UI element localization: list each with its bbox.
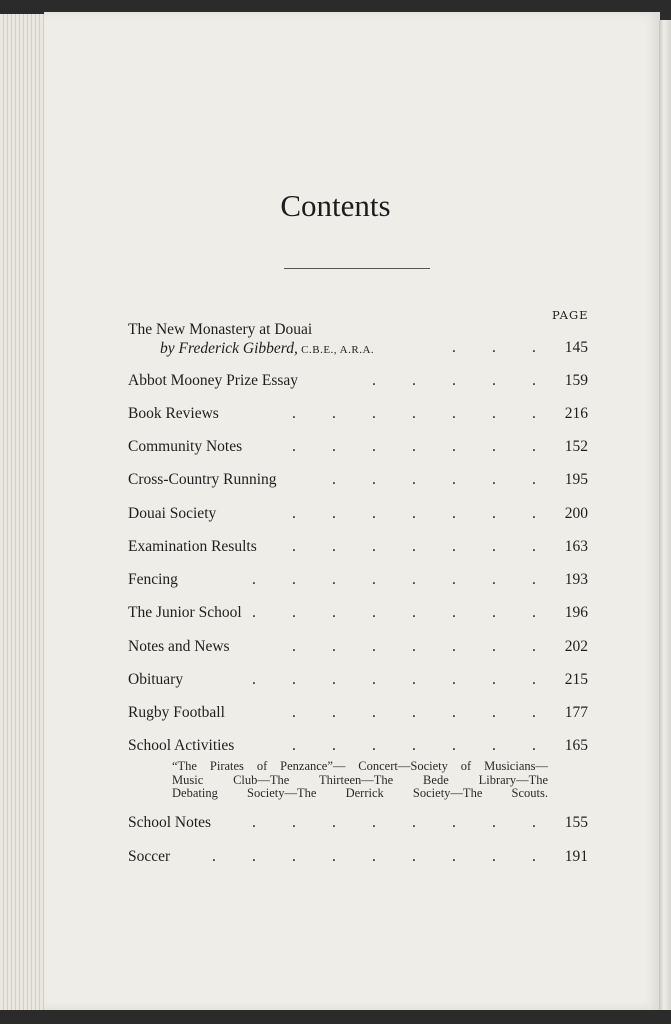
toc-entry: The Junior School . . . . . . . . 196	[128, 604, 588, 621]
toc-entry-title: The New Monastery at Douai	[128, 321, 313, 338]
detail-line: Debating Society—The Derrick Society—The Scouts.	[172, 786, 548, 800]
toc-entry-page: 163	[564, 538, 588, 555]
toc-entry: Douai Society . . . . . . . 200	[128, 505, 588, 522]
byline-honours: C.B.E., A.R.A.	[297, 344, 375, 356]
toc-entry: Examination Results . . . . . . . 163	[128, 538, 588, 555]
toc-entry-title: The Junior School	[128, 604, 242, 621]
page-edges	[0, 14, 50, 1010]
toc-entry-page: 202	[564, 638, 588, 655]
page-title: Contents	[280, 188, 391, 223]
detail-line: “The Pirates of Penzance”— Concert—Society of Musicians—	[172, 759, 548, 773]
toc-entry-title: Book Reviews	[128, 405, 219, 422]
toc-entry-title: Obituary	[128, 671, 184, 688]
page-column-label: PAGE	[552, 308, 589, 322]
toc-entry-page-row: . . . 145	[452, 339, 588, 356]
toc-entry: Cross-Country Running . . . . . . 195	[128, 471, 588, 488]
toc-entry-title: Cross-Country Running	[128, 471, 277, 488]
toc-entry: School Notes . . . . . . . . 155	[128, 814, 588, 831]
byline-prefix: by	[160, 340, 179, 357]
toc-entry-page: 145	[564, 339, 588, 356]
toc-entry: Soccer . . . . . . . . . 191	[128, 848, 588, 865]
page-gutter	[659, 20, 671, 1010]
toc-entry-title: Soccer	[128, 848, 171, 865]
toc-entry-title: Abbot Mooney Prize Essay	[128, 372, 299, 389]
toc-entry-title: Fencing	[128, 571, 178, 588]
toc-entry: Rugby Football . . . . . . . 177	[128, 704, 588, 721]
title-rule	[284, 268, 430, 269]
toc-entry-page: 215	[564, 671, 588, 688]
toc-entry: Obituary . . . . . . . . 215	[128, 671, 588, 688]
toc-entry-title: Community Notes	[128, 438, 243, 455]
toc-entry-page: 196	[564, 604, 588, 621]
toc-entry: School Activities . . . . . . . 165	[128, 737, 588, 754]
toc-entry: Fencing . . . . . . . . 193	[128, 571, 588, 588]
detail-line: Music Club—The Thirteen—The Bede Library—The	[172, 772, 548, 787]
toc-entry: Book Reviews . . . . . . . 216	[128, 405, 588, 422]
toc-entry-page: 152	[564, 438, 588, 455]
toc-entry-page: 177	[564, 704, 588, 721]
toc-entry-title: School Notes	[128, 814, 212, 831]
toc-entry-page: 195	[564, 471, 588, 488]
toc-entry-page: 193	[564, 571, 588, 588]
toc-entry: Abbot Mooney Prize Essay . . . . . 159	[128, 372, 588, 389]
toc-entry-page: 216	[564, 405, 588, 422]
toc-entry: Notes and News . . . . . . . 202	[128, 638, 588, 655]
byline-name: Frederick Gibberd,	[178, 340, 298, 357]
toc-entry-page: 155	[564, 814, 588, 831]
toc-entry-page: 200	[564, 505, 588, 522]
toc-entry-title: Examination Results	[128, 538, 257, 555]
toc-entry-title: Douai Society	[128, 505, 217, 522]
toc-entry-page: 191	[564, 848, 588, 865]
toc-entry-title: Notes and News	[128, 638, 230, 655]
school-activities-detail	[172, 760, 548, 801]
toc-entry-page: 165	[564, 737, 588, 754]
toc-entry-page: 159	[564, 372, 588, 389]
toc-entry-title: School Activities	[128, 737, 235, 754]
toc-entry-title: Rugby Football	[128, 704, 225, 721]
toc-entry: Community Notes . . . . . . . 152	[128, 438, 588, 455]
